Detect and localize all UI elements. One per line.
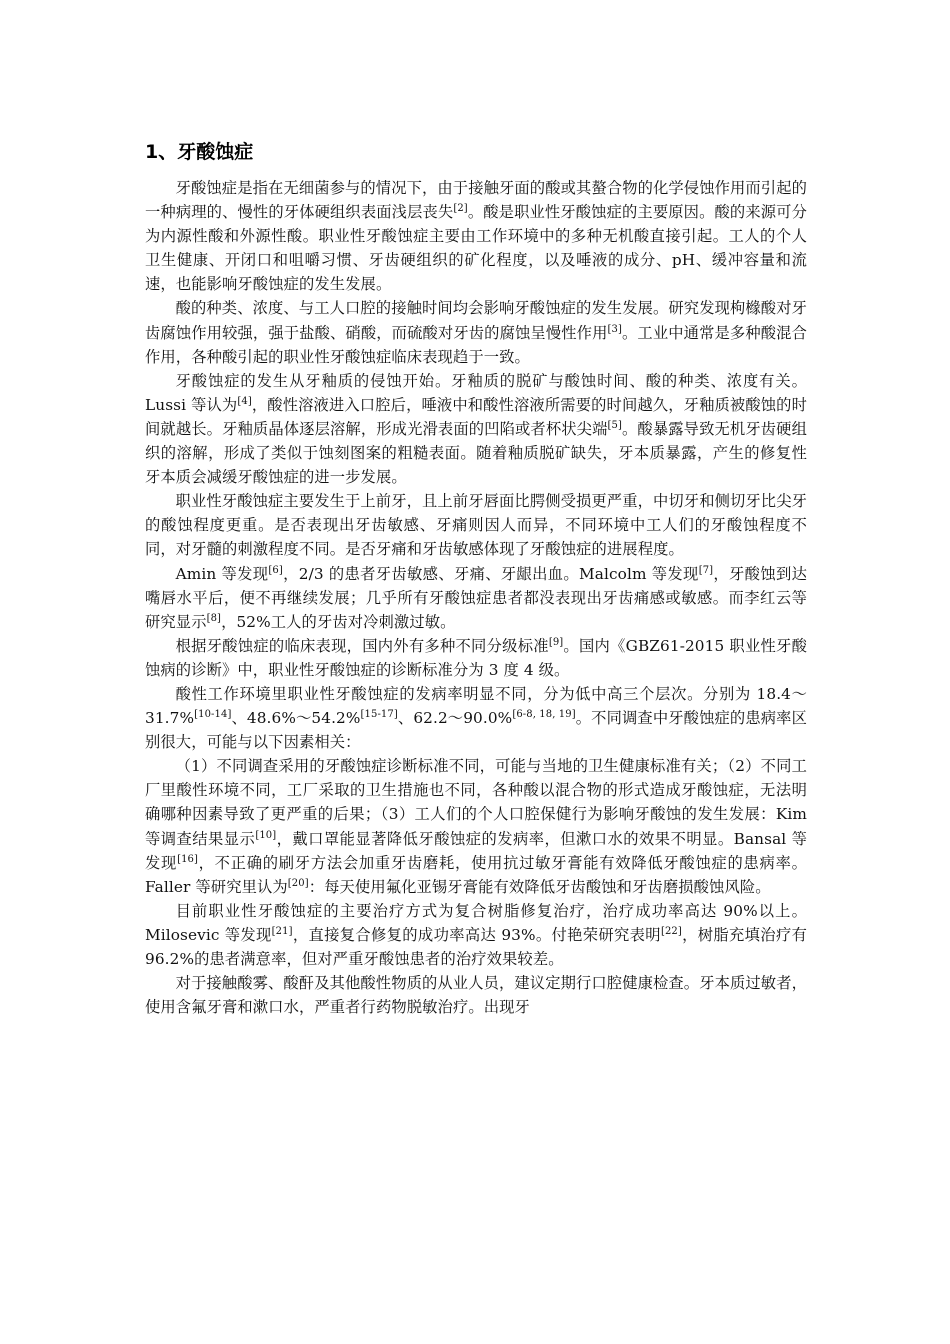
paragraph-text: Amin 等发现 bbox=[175, 564, 269, 583]
paragraph-text: 职业性牙酸蚀症主要发生于上前牙，且上前牙唇面比腭侧受损更严重，中切牙和侧切牙比尖牙的酸蚀程度更重。是否表现出牙齿敏感、牙痛则因人而异，不同环境中工人们的牙酸蚀程度不同，对牙髓的刺激程度不同。是否牙痛和牙齿敏感体现了牙酸蚀症的进展程度。 bbox=[145, 492, 807, 559]
paragraph-text: 。国内《GBZ61-2015 职业性牙酸蚀病的诊断》中，职业性牙酸蚀症的诊断标准分为 3 度 4 级。 bbox=[145, 636, 808, 679]
paragraph-text: ，酸性溶液进入口腔后，唾液中和酸性溶液所需要的时间越久，牙釉质被酸蚀的时间就越长。牙釉质晶体逐层溶解，形成光滑表面的凹陷或者杯状尖端 bbox=[145, 395, 807, 438]
paragraph-8 bbox=[145, 754, 807, 899]
citation-ref: [2] bbox=[453, 203, 468, 214]
paragraph-10 bbox=[145, 971, 807, 1019]
paragraph-text: 牙酸蚀症是指在无细菌参与的情况下，由于接触牙面的酸或其螯合物的化学侵蚀作用而引起的一种病理的、慢性的牙体硬组织表面浅层丧失 bbox=[145, 179, 807, 222]
paragraph-1 bbox=[145, 176, 807, 296]
paragraph-text: ，牙酸蚀到达嘴唇水平后，便不再继续发展；几乎所有牙酸蚀症患者都没表现出牙齿痛感或敏感。而李红云等研究显示 bbox=[145, 564, 807, 631]
citation-ref: [6-8, 18, 19] bbox=[512, 708, 576, 720]
paragraph-text: 、48.6%～54.2% bbox=[231, 709, 361, 728]
citation-ref: [5] bbox=[607, 419, 622, 431]
citation-ref: [7] bbox=[698, 564, 714, 576]
citation-ref: [16] bbox=[177, 853, 198, 865]
paragraph-text: 对于接触酸雾、酸酐及其他酸性物质的从业人员，建议定期行口腔健康检查。牙本质过敏者，使用含氟牙膏和漱口水，严重者行药物脱敏治疗。出现牙 bbox=[145, 974, 807, 1017]
paragraph-7 bbox=[145, 682, 807, 754]
paragraph-text: ，不正确的刷牙方法会加重牙齿磨耗，使用抗过敏牙膏能有效降低牙酸蚀症的患病率。Faller 等研究里认为 bbox=[145, 853, 807, 896]
paragraph-text: ：每天使用氟化亚锡牙膏能有效降低牙齿酸蚀和牙齿磨损酸蚀风险。 bbox=[308, 877, 771, 896]
citation-ref: [22] bbox=[660, 925, 682, 937]
paragraph-text: ，2/3 的患者牙齿敏感、牙痛、牙龈出血。Malcolm 等发现 bbox=[282, 564, 699, 583]
citation-ref: [10] bbox=[255, 829, 277, 841]
citation-ref: [3] bbox=[607, 323, 622, 335]
paragraph-text: 。工业中通常是多种酸混合作用，各种酸引起的职业性牙酸蚀症临床表现趋于一致。 bbox=[145, 323, 807, 366]
paragraph-6 bbox=[145, 634, 807, 682]
citation-ref: [8] bbox=[206, 612, 222, 624]
citation-ref: [15-17] bbox=[360, 708, 398, 720]
citation-ref: [6] bbox=[268, 564, 283, 576]
document-page bbox=[145, 138, 807, 1019]
paragraph-text: 。不同调查中牙酸蚀症的患病率区别很大，可能与以下因素相关： bbox=[145, 709, 807, 752]
citation-ref: [20] bbox=[287, 877, 309, 889]
section-heading: 1、牙酸蚀症 bbox=[145, 141, 254, 163]
paragraph-text: 酸性工作环境里职业性牙酸蚀症的发病率明显不同，分为低中高三个层次。分别为 18.4～31.7% bbox=[145, 684, 807, 728]
paragraph-text: 酸的种类、浓度、与工人口腔的接触时间均会影响牙酸蚀症的发生发展。研究发现枸橼酸对牙齿腐蚀作用较强，强于盐酸、硝酸，而硫酸对牙齿的腐蚀呈慢性作用 bbox=[145, 299, 807, 342]
paragraph-text: 。酸是职业性牙酸蚀症的主要原因。酸的来源可分为内源性酸和外源性酸。职业性牙酸蚀症主要由工作环境中的多种无机酸直接引起。工人的个人卫生健康、开闭口和咀嚼习惯、牙齿硬组织的矿化程度，以及唾液的成分、pH、缓冲容量和流速，也能影响牙酸蚀症的发生发展。 bbox=[145, 203, 807, 294]
paragraph-text: 目前职业性牙酸蚀症的主要治疗方式为复合树脂修复治疗，治疗成功率高达 90%以上。Milosevic 等发现 bbox=[145, 901, 807, 944]
citation-ref: [9] bbox=[548, 636, 564, 648]
citation-ref: [4] bbox=[237, 395, 252, 407]
citation-ref: [21] bbox=[271, 925, 293, 937]
paragraph-text: ，树脂充填治疗有 96.2%的患者满意率，但对严重牙酸蚀患者的治疗效果较差。 bbox=[145, 925, 807, 968]
paragraph-text: ，戴口罩能显著降低牙酸蚀症的发病率，但漱口水的效果不明显。Bansal 等发现 bbox=[145, 829, 807, 872]
paragraph-text: 根据牙酸蚀症的临床表现，国内外有多种不同分级标准 bbox=[175, 636, 549, 655]
paragraph-text: 牙酸蚀症的发生从牙釉质的侵蚀开始。牙釉质的脱矿与酸蚀时间、酸的种类、浓度有关。Lussi 等认为 bbox=[145, 371, 807, 414]
paragraph-9 bbox=[145, 899, 807, 971]
paragraph-3 bbox=[145, 369, 807, 489]
paragraph-5 bbox=[145, 562, 807, 634]
paragraph-4 bbox=[145, 489, 807, 561]
paragraph-text: （1）不同调查采用的牙酸蚀症诊断标准不同，可能与当地的卫生健康标准有关；（2）不同工厂里酸性环境不同，工厂采取的卫生措施也不同，各种酸以混合物的形式造成牙酸蚀症，无法明确哪种因素导致了更严重的后果；（3）工人们的个人口腔保健行为影响牙酸蚀的发生发展：Kim 等调查结果显示 bbox=[145, 757, 807, 848]
citation-ref: [10-14] bbox=[194, 708, 232, 720]
paragraph-text: 。酸暴露导致无机牙齿硬组织的溶解，形成了类似于蚀刻图案的粗糙表面。随着釉质脱矿缺失，牙本质暴露，产生的修复性牙本质会减缓牙酸蚀症的进一步发展。 bbox=[145, 419, 807, 487]
paragraph-text: ，直接复合修复的成功率高达 93%。付艳荣研究表明 bbox=[292, 925, 661, 944]
paragraph-text: ，52%工人的牙齿对冷刺激过敏。 bbox=[221, 612, 456, 631]
paragraph-2 bbox=[145, 296, 807, 368]
paragraph-text: 、62.2～90.0% bbox=[397, 709, 513, 728]
